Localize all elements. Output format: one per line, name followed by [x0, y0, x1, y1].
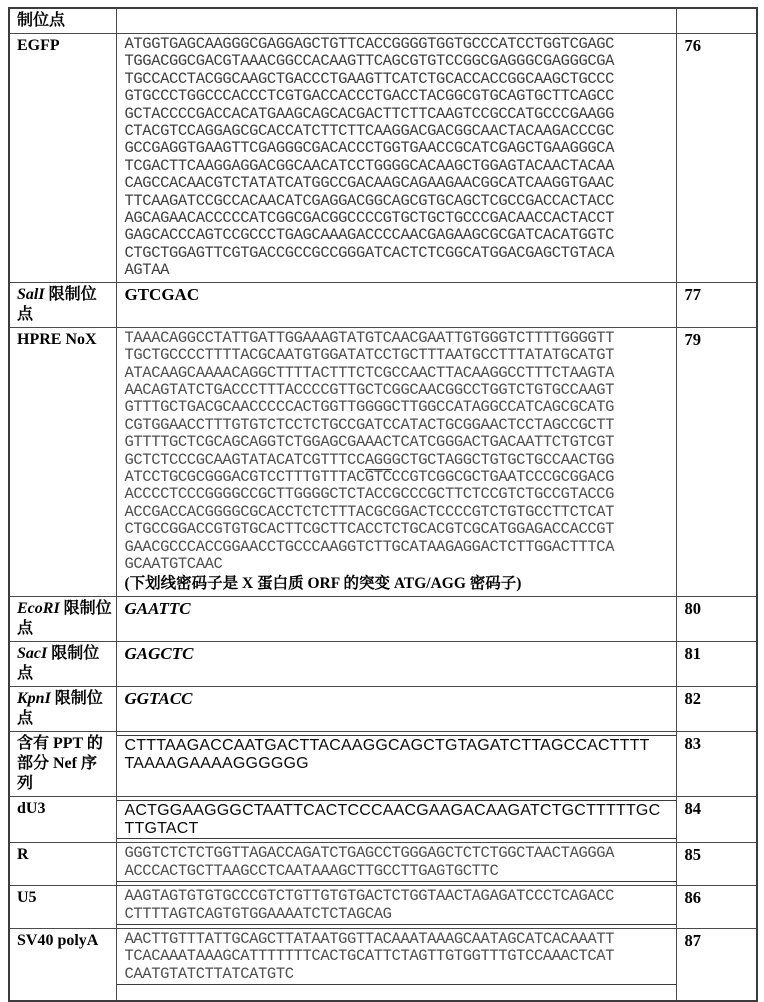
- feature-label: HPRE NoX: [17, 330, 97, 348]
- sequence-cell: [116, 797, 676, 843]
- feature-label-cell: [9, 886, 116, 929]
- seq-id-cell: [676, 597, 757, 642]
- sequence-line: CTGCTGGAGTTCGTGACCGCCGCCGGGATCACTCTCGGCATGGACGAGCTGTACA: [124, 243, 615, 262]
- seq-id-cell: [676, 843, 757, 886]
- sequence-line: GCCGAGGTGAAGTTCGAGGGCGACACCCTGGTGAACCGCATCGAGCTGAAGGGCA: [124, 139, 615, 158]
- sequence-line: AACTTGTTTATTGCAGCTTATAATGGTTACAAATAAAGCAATAGCATCACAAATT: [124, 930, 615, 948]
- feature-label: KpnI: [17, 690, 51, 708]
- sequence-line: CTTTAAGACCAATGACTTACAAGGCAGCTGTAGATCTTAGCCACTTTT: [124, 737, 650, 755]
- feature-label-cell: [9, 597, 116, 642]
- seq-id-cell: [676, 886, 757, 929]
- sequence-line: GAGCACCCAGTCCGCCCTGAGCAAAGACCCCAACGAGAAGCGCGATCACATGGTC: [124, 226, 615, 245]
- feature-label: 含有 PPT 的部分 Nef 序列: [17, 735, 103, 793]
- table-row: [9, 282, 757, 327]
- sequence-line: ATACAAGCAAAACAGGCTTTTACTTTCTCGCCAACTTACAAGGCCTTTCTAAGTA: [124, 363, 615, 382]
- sequence-cell: [116, 843, 676, 886]
- underlined-mutant-codon: AGG: [364, 450, 392, 469]
- table-row: [9, 797, 757, 843]
- sequence-cell: [116, 8, 676, 34]
- seq-id-number: 84: [684, 799, 701, 819]
- sequence-line: GGTACC: [124, 689, 193, 709]
- feature-label: R: [17, 846, 29, 864]
- sequence-line: ACCCCTCCCGGGGCCGCTTGGGGCTCTACCGCCCGCTTCTCCGTCTGCCGTACCG: [124, 485, 615, 504]
- feature-label-cell: [9, 843, 116, 886]
- seq-id-cell: [676, 797, 757, 843]
- table-row: [9, 8, 757, 34]
- sequence-line: TGGACGGCGACGTAAACGGCCACAAGTTCAGCGTGTCCGGCGAGGGCGAGGGCGA: [124, 52, 615, 71]
- feature-label: SacI: [17, 645, 48, 663]
- sequence-cell: [116, 687, 676, 732]
- seq-id-cell: [676, 687, 757, 732]
- seq-id-cell: [676, 282, 757, 327]
- seq-id-number: 76: [684, 36, 701, 55]
- sequence-underline-rule: [117, 984, 676, 985]
- feature-label: dU3: [17, 800, 46, 818]
- feature-label: EGFP: [17, 37, 60, 54]
- sequence-underline-rule: [117, 924, 676, 925]
- table-row: [9, 886, 757, 929]
- seq-id-cell: [676, 732, 757, 797]
- sequence-cell: [116, 597, 676, 642]
- sequence-line: GGGTCTCTCTGGTTAGACCAGATCTGAGCCTGGGAGCTCTCTGGCTAACTAGGGA: [124, 844, 615, 863]
- feature-label-cell: [9, 929, 116, 1002]
- sequence-line: TGCTGCCCCTTTTACGCAATGTGGATATCCTGCTTTAATGCCTTTATATGCATGT: [124, 346, 615, 365]
- seq-id-number: 83: [684, 734, 701, 754]
- sequence-line: TTGTACT: [124, 819, 199, 837]
- sequence-line: ACCCACTGCTTAAGCCTCAATAAAGCTTGCCTTGAGTGCTTC: [124, 861, 499, 880]
- feature-label-cell: [9, 34, 116, 283]
- seq-id-number: 82: [684, 689, 701, 709]
- feature-label: 限制位点: [17, 645, 100, 683]
- sequence-overline-rule: [117, 735, 676, 736]
- seq-id-number: 77: [684, 284, 701, 304]
- sequence-listing-table: [8, 7, 758, 1002]
- table-row: [9, 34, 757, 283]
- sequence-segment: GCTGCTAGGCTGTGCTGCCAACTGG: [391, 450, 615, 469]
- seq-id-number: 86: [684, 888, 701, 908]
- sequence-cell: [116, 642, 676, 687]
- sequence-line: ACCGACCACGGGGCGCACCTCTCTTTACGCGGACTCCCCGTCTGTGCCTTCTCAT: [124, 502, 615, 521]
- seq-id-cell: [676, 929, 757, 1002]
- sequence-line: ATCCTGCGCGGGACGTCCTTTGTTTACGTCCCGTCGGCGCTGAATCCCGCGGACG: [124, 467, 615, 486]
- seq-id-number: 79: [684, 329, 701, 349]
- sequence-line: TTCAAGATCCGCCACAACATCGAGGACGGCAGCGTGCAGCTCGCCGACCACTACC: [124, 191, 615, 210]
- sequence-underline-rule: [117, 838, 676, 839]
- feature-label: 制位点: [17, 12, 66, 29]
- feature-label-cell: [9, 797, 116, 843]
- feature-label: 限制位点: [17, 285, 97, 323]
- sequence-line: TAAAAGAAAAGGGGGG: [124, 754, 309, 772]
- sequence-line: CTACGTCCAGGAGCGCACCATCTTCTTCAAGGACGACGGCAACTACAAGACCCGC: [124, 122, 615, 141]
- feature-label-cell: [9, 8, 116, 34]
- sequence-line: TGCCACCTACGGCAAGCTGACCCTGAAGTTCATCTGCACCACCGGCAAGCTGCCC: [124, 69, 615, 88]
- table-row: [9, 732, 757, 797]
- feature-label-cell: [9, 687, 116, 732]
- table-row: [9, 327, 757, 597]
- sequence-line: GTTTTGCTCGCAGCAGGTCTGGAGCGAAACTCATCGGGACTGACAATTCTGTCGT: [124, 433, 615, 452]
- sequence-line: TCGACTTCAAGGAGGACGGCAACATCCTGGGGCACAAGCTGGAGTACAACTACAA: [124, 156, 615, 175]
- sequence-underline-rule: [117, 881, 676, 882]
- seq-id-number: 80: [684, 599, 701, 619]
- sequence-line: TCACAAATAAAGCATTTTTTTCACTGCATTCTAGTTGTGGTTTGTCCAAACTCAT: [124, 947, 615, 966]
- sequence-line: [125, 452, 668, 469]
- seq-id-cell: [676, 8, 757, 34]
- sequence-overline-rule: [117, 800, 676, 801]
- patent-document-page: [8, 7, 756, 1002]
- sequence-line: GAACGCCCACCGGAACCTGCCCAAGGTCTTGCATAAGAGGACTCTTGGACTTTCA: [124, 537, 615, 556]
- sequence-line: GAGCTC: [124, 644, 194, 664]
- sequence-cell: [116, 886, 676, 929]
- sequence-cell: [116, 34, 676, 283]
- seq-id-cell: [676, 327, 757, 597]
- sequence-cell: [116, 929, 676, 1002]
- sequence-line: ACTGGAAGGGCTAATTCACTCCCAACGAAGACAAGATCTGCTTTTTGC: [124, 802, 661, 820]
- sequence-line: GAATTC: [124, 599, 191, 619]
- feature-label: 限制位点: [17, 690, 103, 728]
- sequence-note: (下划线密码子是 X 蛋白质 ORF 的突变 ATG/AGG 密码子): [124, 575, 522, 593]
- sequence-line: GTGCCCTGGCCCACCCTCGTGACCACCCTGACCTACGGCGTGCAGTGCTTCAGCC: [124, 87, 615, 106]
- sequence-table-body: [9, 8, 757, 1001]
- feature-label: 限制位点: [17, 600, 112, 638]
- table-row: [9, 843, 757, 886]
- sequence-line: AGTAA: [124, 261, 170, 280]
- sequence-line: CTGCCGGACCGTGTGCACTTCGCTTCACCTCTGCACGTCGCATGGAGACCACCGT: [124, 520, 615, 539]
- seq-id-cell: [676, 642, 757, 687]
- sequence-cell: [116, 282, 676, 327]
- sequence-line: CAATGTATCTTATCATGTC: [124, 964, 294, 983]
- sequence-line: GCAATGTCAAC: [124, 554, 223, 573]
- sequence-line: AAGTAGTGTGTGCCCGTCTGTTGTGTGACTCTGGTAACTAGAGATCCCTCAGACC: [124, 887, 615, 906]
- sequence-line: ATGGTGAGCAAGGGCGAGGAGCTGTTCACCGGGGTGGTGCCCATCCTGGTCGAGC: [124, 35, 615, 53]
- sequence-line: GCTACCCCGACCACATGAAGCAGCACGACTTCTTCAAGTCCGCCATGCCCGAAGG: [124, 104, 615, 123]
- sequence-line: TAAACAGGCCTATTGATTGGAAAGTATGTCAACGAATTGTGGGTCTTTTGGGGTT: [124, 328, 615, 347]
- sequence-cell: [116, 732, 676, 797]
- table-row: [9, 597, 757, 642]
- feature-label: EcoRI: [17, 600, 60, 618]
- sequence-line: GTTTGCTGACGCAACCCCCACTGGTTGGGGCTTGGCCATAGGCCATCAGCGCATG: [124, 398, 615, 417]
- seq-id-cell: [676, 34, 757, 283]
- feature-label: U5: [17, 889, 37, 907]
- feature-label: SV40 polyA: [17, 932, 99, 949]
- table-row: [9, 687, 757, 732]
- table-row: [9, 642, 757, 687]
- feature-label-cell: [9, 642, 116, 687]
- seq-id-number: 87: [684, 931, 701, 950]
- seq-id-number: 85: [684, 845, 701, 865]
- sequence-line: CGTGGAACCTTTGTGTCTCCTCTGCCGATCCATACTGCGGAACTCCTAGCCGCTT: [124, 415, 615, 434]
- feature-label: SalI: [17, 285, 45, 303]
- sequence-line: AGCAGAACACCCCCATCGGCGACGGCCCCGTGCTGCTGCCCGACAACCACTACCT: [124, 209, 615, 228]
- seq-id-number: 81: [684, 644, 701, 664]
- sequence-cell: [116, 327, 676, 597]
- sequence-line: GTCGAC: [124, 284, 200, 304]
- sequence-line: CAGCCACAACGTCTATATCATGGCCGACAAGCAGAAGAACGGCATCAAGGTGAAC: [124, 174, 615, 193]
- feature-label-cell: [9, 282, 116, 327]
- table-row: [9, 929, 757, 1002]
- sequence-line: CTTTTAGTCAGTGTGGAAAATCTCTAGCAG: [124, 904, 392, 923]
- sequence-line: AACAGTATCTGACCCTTTACCCCGTTGCTCGGCAACGGCCTGGTCTGTGCCAAGT: [124, 380, 615, 399]
- sequence-segment: GCTCTCCCGCAAGTATACATCGTTTCC: [124, 450, 365, 469]
- feature-label-cell: [9, 732, 116, 797]
- feature-label-cell: [9, 327, 116, 597]
